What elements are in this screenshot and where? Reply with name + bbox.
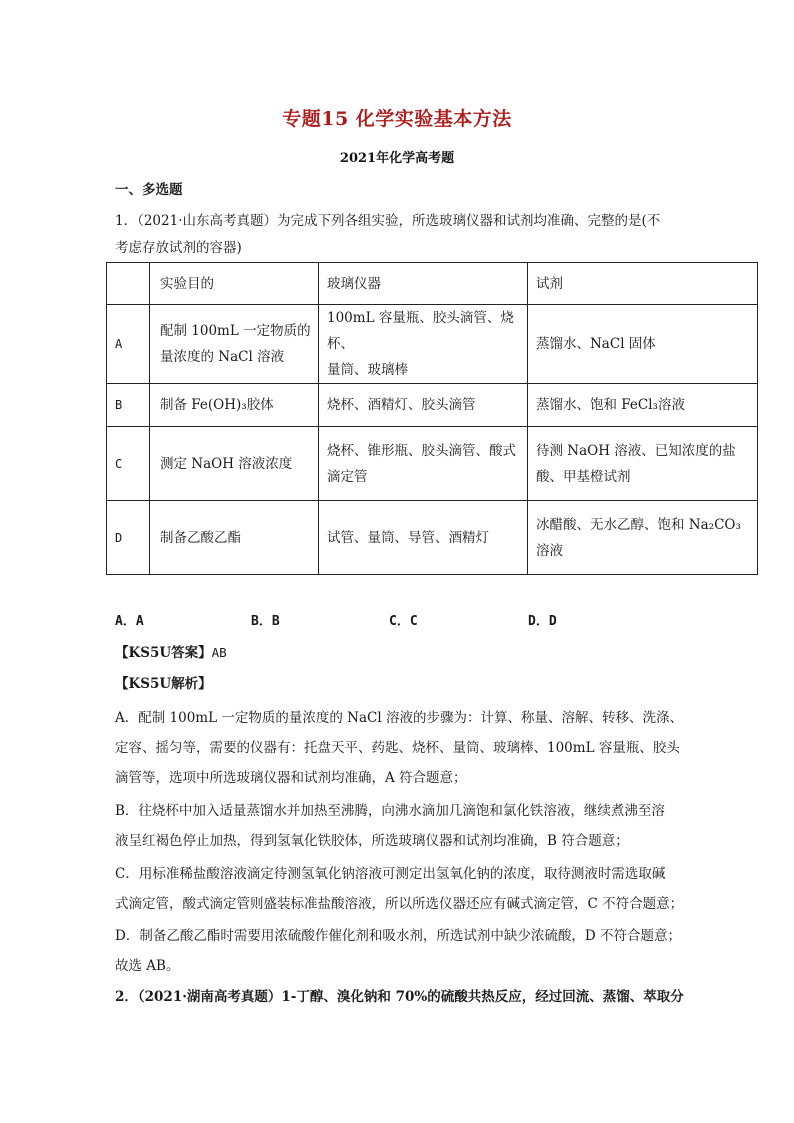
option-d: D．D: [528, 614, 557, 629]
table-row: [107, 501, 758, 575]
reagent-cell: [528, 427, 758, 501]
question-1-line-2: 考虑存放试剂的容器): [115, 240, 242, 256]
header-cell: 实验目的: [150, 263, 319, 305]
option-cell: B: [107, 384, 150, 427]
section-heading: 一、多选题: [115, 182, 183, 198]
cell-line: 量浓度的 NaCl 溶液: [160, 349, 285, 365]
analysis-label: 【KS5U解析】: [115, 676, 212, 692]
goal-cell: [150, 384, 319, 427]
cell-line: 烧杯、锥形瓶、胶头滴管、酸式: [327, 442, 516, 459]
analysis-line: 滴管等，选项中所选玻璃仪器和试剂均准确，A 符合题意；: [115, 770, 467, 786]
document-subtitle: 2021年化学高考题: [339, 151, 455, 166]
option-cell: D: [107, 501, 150, 575]
cell-line: 配制 100mL 一定物质的: [160, 323, 311, 339]
document-title: 专题15 化学实验基本方法: [282, 108, 512, 130]
cell-line: 制备 Fe(OH)₃胶体: [160, 397, 274, 413]
glass-cell: [319, 427, 528, 501]
answer-value: AB: [211, 645, 227, 660]
cell-line: 制备乙酸乙酯: [160, 529, 241, 546]
cell-line: 量筒、玻璃棒: [327, 362, 408, 378]
answer-line: [115, 641, 715, 661]
analysis-line: 式滴定管，酸式滴定管则盛装标准盐酸溶液，所以所选仪器还应有碱式滴定管，C 不符合题意；: [115, 896, 684, 912]
cell-line: 酸、甲基橙试剂: [536, 468, 631, 485]
analysis-line: A．配制 100mL 一定物质的量浓度的 NaCl 溶液的步骤为：计算、称量、溶解、转移、洗涤、: [115, 710, 683, 726]
cell-line: 待测 NaOH 溶液、已知浓度的盐: [536, 442, 736, 459]
question-1-line-1: 1．（2021·山东高考真题）为完成下列各组实验，所选玻璃仪器和试剂均准确、完整的是(不: [115, 213, 661, 229]
analysis-line: 故选 AB。: [115, 958, 180, 974]
glass-cell: [319, 305, 528, 384]
goal-cell: [150, 427, 319, 501]
analysis-line: C．用标准稀盐酸溶液滴定待测氢氧化钠溶液可测定出氢氧化钠的浓度，取待测液时需选取碱: [115, 866, 666, 882]
cell-line: 蒸馏水、饱和 FeCl₃溶液: [536, 397, 685, 413]
table-row: [107, 427, 758, 501]
analysis-line: D．制备乙酸乙酯时需要用浓硫酸作催化剂和吸水剂，所选试剂中缺少浓硫酸，D 不符合题意；: [115, 928, 681, 944]
analysis-line: 定容、摇匀等，需要的仪器有：托盘天平、药匙、烧杯、量筒、玻璃棒、100mL 容量瓶、胶头: [115, 740, 680, 756]
cell-line: 100mL 容量瓶、胶头滴管、烧杯、: [327, 310, 514, 352]
header-cell: [107, 263, 150, 305]
glass-cell: [319, 384, 528, 427]
goal-cell: [150, 305, 319, 384]
table-row: [107, 305, 758, 384]
analysis-line: B．往烧杯中加入适量蒸馏水并加热至沸腾，向沸水滴加几滴饱和氯化铁溶液，继续煮沸至溶: [115, 803, 665, 819]
table-header-row: [107, 263, 758, 305]
cell-line: 试管、量筒、导管、酒精灯: [327, 529, 489, 546]
cell-line: 蒸馏水、NaCl 固体: [536, 336, 656, 352]
cell-line: 溶液: [536, 542, 563, 559]
reagent-cell: [528, 501, 758, 575]
cell-line: 测定 NaOH 溶液浓度: [160, 455, 293, 472]
answer-label: 【KS5U答案】: [115, 645, 212, 661]
reagent-cell: [528, 305, 758, 384]
question-2-line: 2．（2021·湖南高考真题）1-丁醇、溴化钠和 70%的硫酸共热反应，经过回流、蒸馏、萃取分: [115, 989, 684, 1005]
table-row: [107, 384, 758, 427]
option-cell: A: [107, 305, 150, 384]
goal-cell: [150, 501, 319, 575]
option-c: C．C: [389, 614, 418, 629]
option-b: B．B: [251, 614, 280, 629]
header-cell: 玻璃仪器: [319, 263, 528, 305]
cell-line: 烧杯、酒精灯、胶头滴管: [327, 397, 476, 413]
glass-cell: [319, 501, 528, 575]
cell-line: 滴定管: [327, 468, 368, 485]
cell-line: 冰醋酸、无水乙醇、饱和 Na₂CO₃: [536, 516, 741, 533]
analysis-line: 液呈红褐色停止加热，得到氢氧化铁胶体，所选玻璃仪器和试剂均准确，B 符合题意；: [115, 833, 629, 849]
option-a: A．A: [115, 614, 144, 629]
header-cell: 试剂: [528, 263, 758, 305]
reagent-cell: [528, 384, 758, 427]
option-cell: C: [107, 427, 150, 501]
question-1-table: [106, 262, 758, 575]
